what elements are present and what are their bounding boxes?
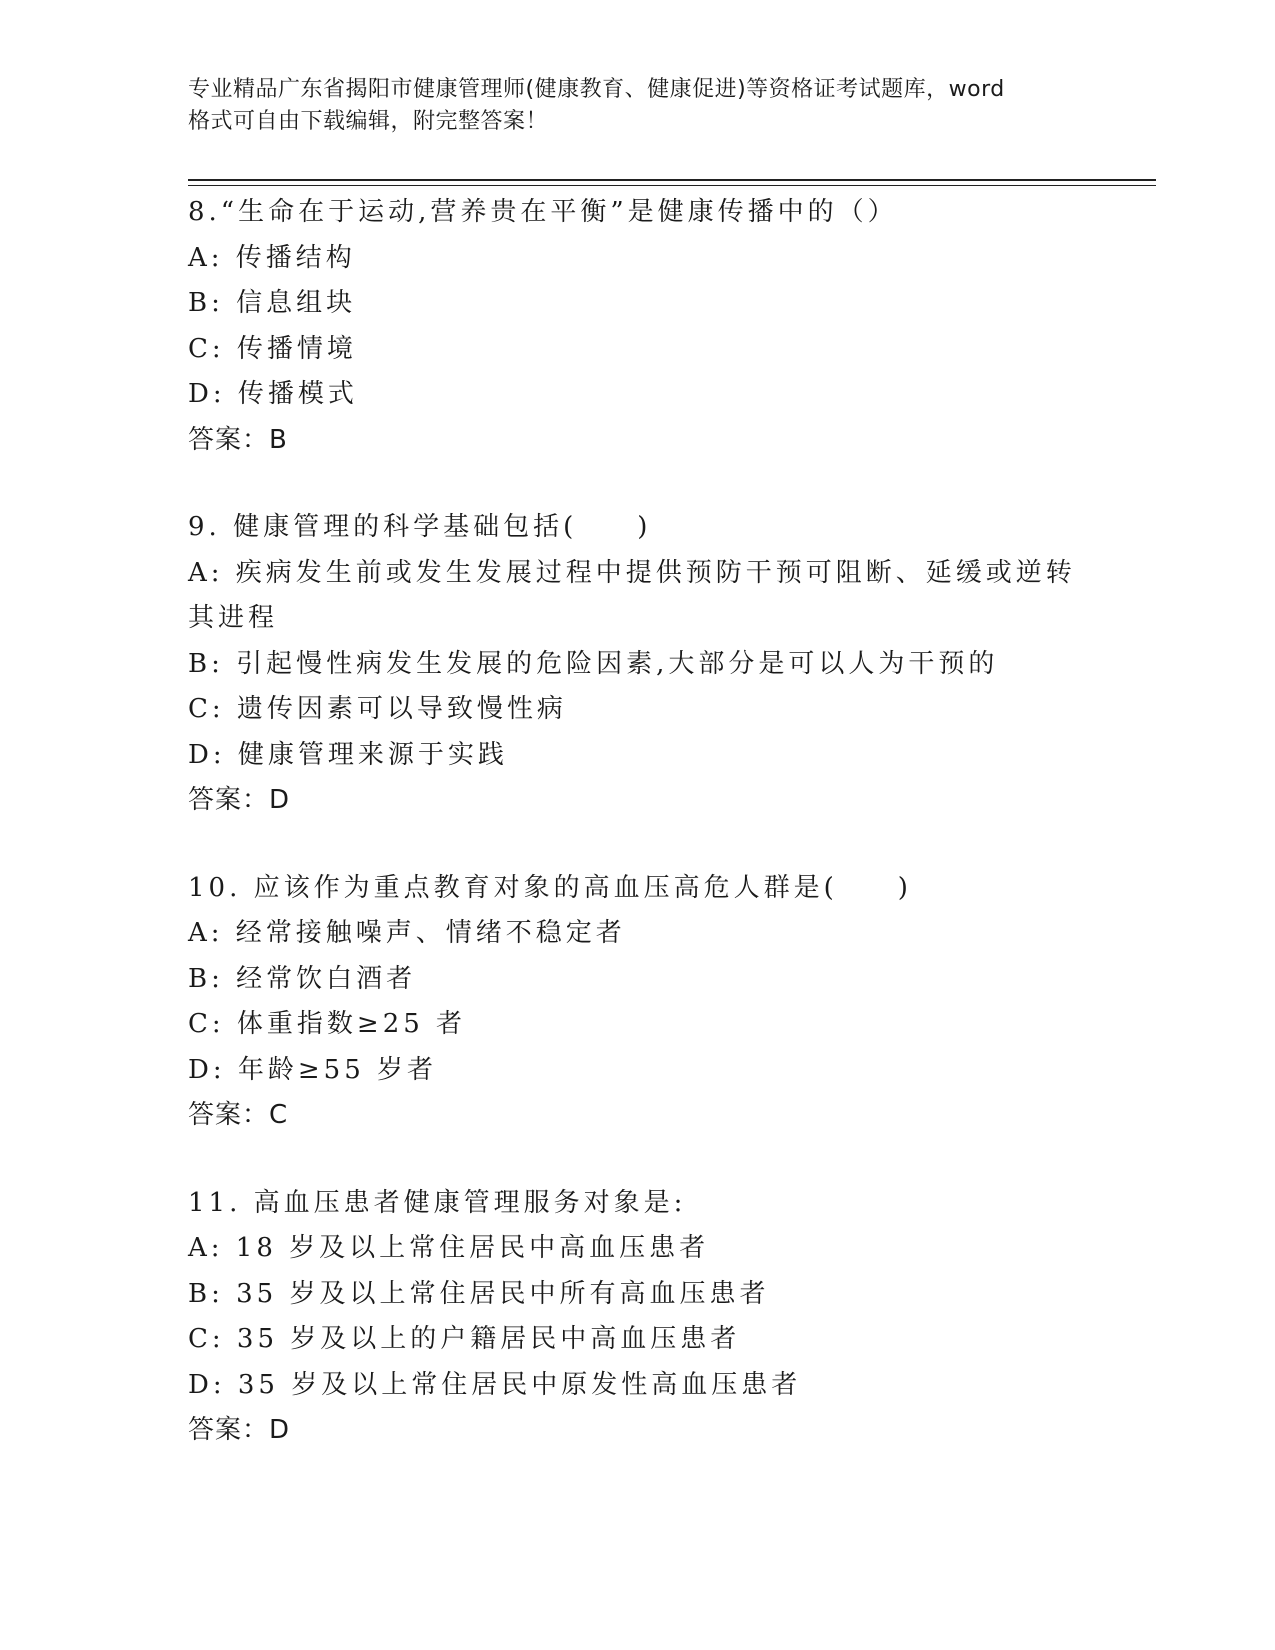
answer-line: 答案：B — [188, 424, 288, 455]
option-d: D: 传播模式 — [188, 379, 358, 409]
option-b: B: 引起慢性病发生发展的危险因素,大部分是可以人为干预的 — [188, 648, 999, 679]
header-divider-thin — [188, 185, 1156, 186]
question-stem: 8.“生命在于运动,营养贵在平衡”是健康传播中的（） — [188, 197, 898, 227]
answer-line: 答案：D — [188, 785, 291, 815]
option-a: A: 经常接触噪声、情绪不稳定者 — [188, 918, 626, 948]
question-8 — [188, 190, 1088, 463]
option-c: C: 传播情境 — [188, 333, 357, 364]
option-a: A: 疾病发生前或发生发展过程中提供预防干预可阻断、延缓或逆转其进程 — [188, 557, 1076, 633]
option-a: A: 传播结构 — [188, 242, 356, 273]
question-9 — [188, 505, 1088, 824]
option-c: C: 35 岁及以上的户籍居民中高血压患者 — [188, 1324, 741, 1354]
option-b: B: 35 岁及以上常住居民中所有高血压患者 — [188, 1278, 770, 1309]
document-header — [188, 74, 1088, 138]
header-divider-thick — [188, 179, 1156, 181]
question-list — [188, 190, 1088, 1454]
answer-line: 答案：D — [188, 1415, 291, 1445]
question-11 — [188, 1181, 1088, 1454]
option-b: B: 信息组块 — [188, 288, 357, 318]
option-d: D: 35 岁及以上常住居民中原发性高血压患者 — [188, 1369, 802, 1400]
option-b: B: 经常饮白酒者 — [188, 963, 417, 994]
answer-line: 答案：C — [188, 1100, 289, 1130]
option-d: D: 健康管理来源于实践 — [188, 739, 508, 770]
option-a: A: 18 岁及以上常住居民中高血压患者 — [188, 1233, 710, 1263]
question-stem: 9. 健康管理的科学基础包括( ) — [188, 512, 652, 542]
question-10 — [188, 866, 1088, 1139]
option-c: C: 体重指数≥25 者 — [188, 1009, 467, 1039]
header-line-2: 格式可自由下载编辑，附完整答案！ — [188, 109, 549, 134]
header-line-1: 专业精品广东省揭阳市健康管理师(健康教育、健康促进)等资格证考试题库，word — [188, 77, 1005, 102]
question-stem: 11. 高血压患者健康管理服务对象是: — [188, 1187, 687, 1218]
option-c: C: 遗传因素可以导致慢性病 — [188, 694, 567, 724]
option-d: D: 年龄≥55 岁者 — [188, 1054, 438, 1085]
question-stem: 10. 应该作为重点教育对象的高血压高危人群是( ) — [188, 872, 912, 903]
